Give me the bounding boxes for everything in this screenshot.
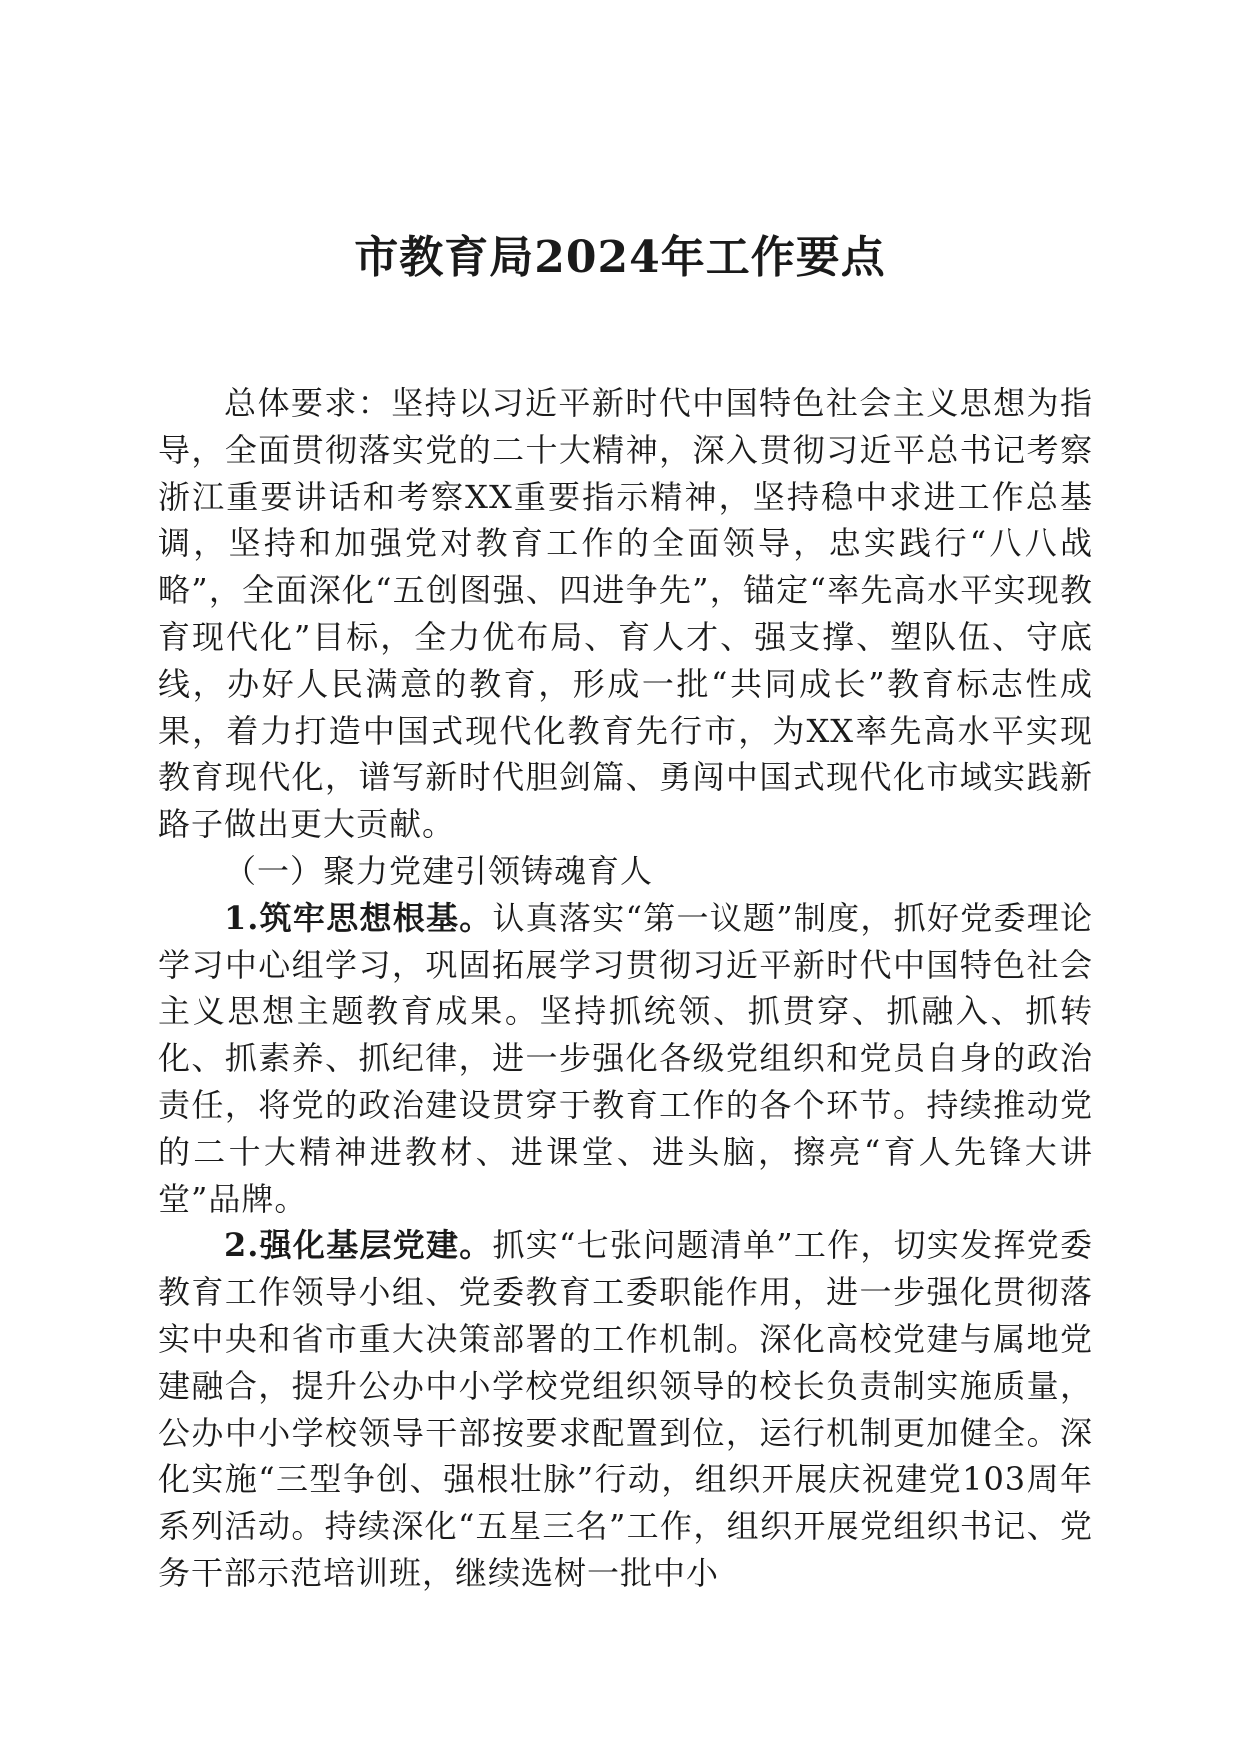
item-lead-2: 2.强化基层党建。 [224, 1226, 493, 1265]
item-text-1: 认真落实“第一议题”制度，抓好党委理论学习中心组学习，巩固拓展学习贯彻习近平新时代中国特色社会主义思想主题教育成果。坚持抓统领、抓贯穿、抓融入、抓转化、抓素养、抓纪律，进一步强化各级党组织和党员自身的政治责任，将党的政治建设贯穿于教育工作的各个环节。持续推动党的二十大精神进教材、进课堂、进头脑，擦亮“育人先锋大讲堂”品牌。 [158, 898, 1093, 1218]
document-title: 市教育局2024年工作要点 [354, 232, 886, 283]
item-lead-1: 1.筑牢思想根基。 [224, 898, 493, 937]
document-body [158, 380, 1093, 1597]
section-heading: （一）聚力党建引领铸魂育人 [224, 851, 654, 890]
item-text-2: 抓实“七张问题清单”工作，切实发挥党委教育工作领导小组、党委教育工委职能作用，进一步强化贯彻落实中央和省市重大决策部署的工作机制。深化高校党建与属地党建融合，提升公办中小学校党组织领导的校长负责制实施质量，公办中小学校领导干部按要求配置到位，运行机制更加健全。深化实施“三型争创、强根壮脉”行动，组织开展庆祝建党103周年系列活动。持续深化“五星三名”工作，组织开展党组织书记、党务干部示范培训班，继续选树一批中小 [158, 1226, 1093, 1592]
item-paragraph-2 [158, 1222, 1093, 1596]
item-paragraph-1 [158, 895, 1093, 1223]
overall-requirements-paragraph: 总体要求：坚持以习近平新时代中国特色社会主义思想为指导，全面贯彻落实党的二十大精神，深入贯彻习近平总书记考察浙江重要讲话和考察XX重要指示精神，坚持稳中求进工作总基调，坚持和加强党对教育工作的全面领导，忠实践行“八八战略”，全面深化“五创图强、四进争先”，锚定“率先高水平实现教育现代化”目标，全力优布局、育人才、强支撑、塑队伍、守底线，办好人民满意的教育，形成一批“共同成长”教育标志性成果，着力打造中国式现代化教育先行市，为XX率先高水平实现教育现代化，谱写新时代胆剑篇、勇闯中国式现代化市域实践新路子做出更大贡献。 [158, 384, 1093, 844]
